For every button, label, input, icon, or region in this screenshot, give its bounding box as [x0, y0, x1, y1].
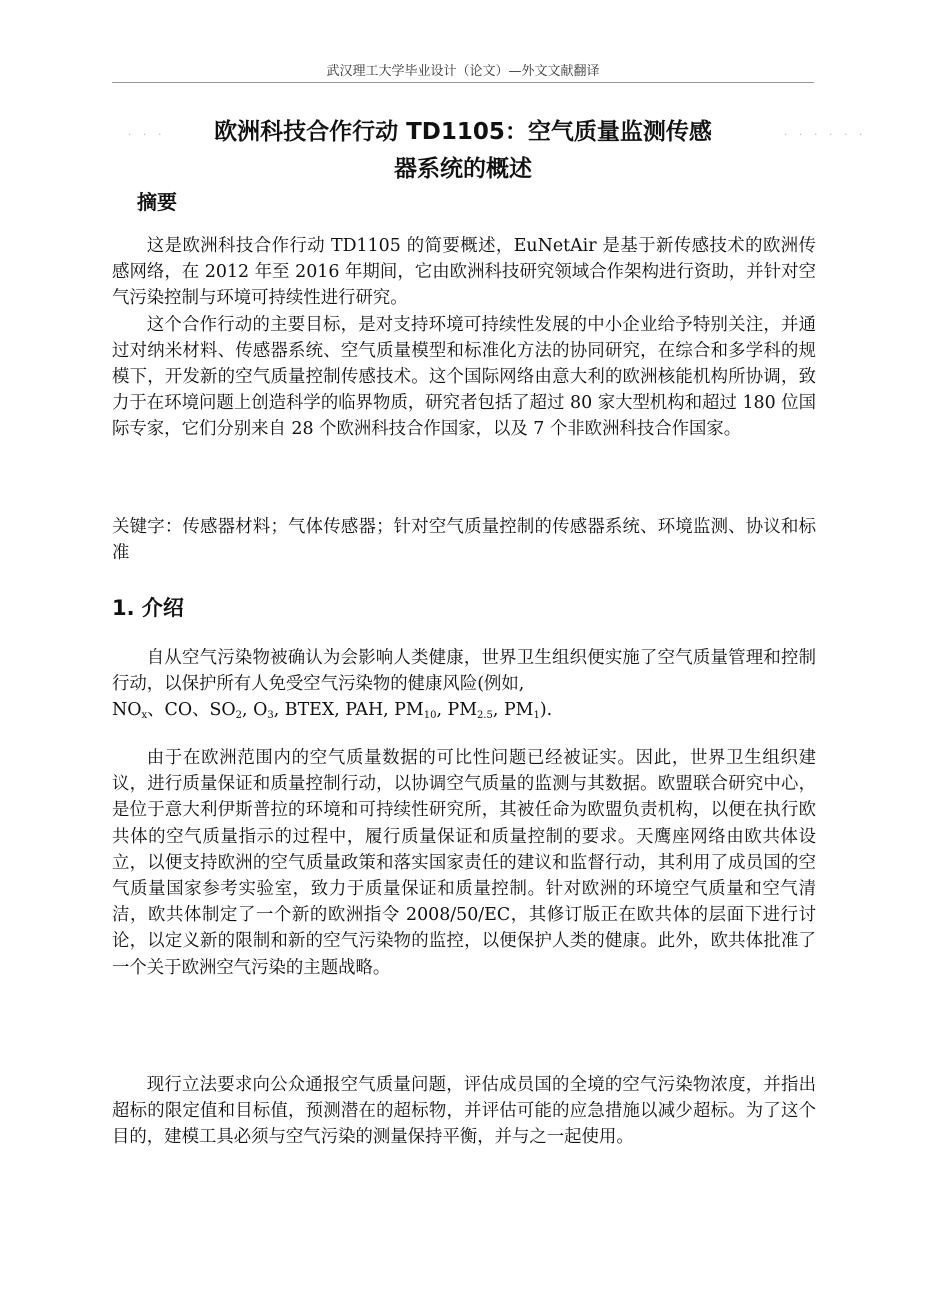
intro-paragraph-2-text: 由于在欧洲范围内的空气质量数据的可比性问题已经被证实。因此，世界卫生组织建议，进行质量保证和质量控制行动，以协调空气质量的监测与其数据。欧盟联合研究中心，是位于意大利伊斯普拉的环境和可持续性研究所，其被任命为欧盟负责机构，以便在执行欧共体的空气质量指示的过程中，履行质量保证和质量控制的要求。天鹰座网络由欧共体设立，以便支持欧洲的空气质量政策和落实国家责任的建议和监督行动，其利用了成员国的空气质量国家参考实验室，致力于质量保证和质量控制。针对欧洲的环境空气质量和空气清洁，欧共体制定了一个新的欧洲指令 2008/50/EC，其修订版正在欧共体的层面下进行讨论，以定义新的限制和新的空气污染物的监控，以便保护人类的健康。此外，欧共体批准了一个关于欧洲空气污染的主题战略。 — [112, 748, 816, 978]
intro-paragraph-1-text — [112, 645, 816, 724]
intro-paragraph-2 — [112, 745, 816, 981]
abstract-body — [112, 233, 816, 443]
keywords — [112, 514, 816, 566]
intro-paragraph-3 — [112, 1072, 816, 1151]
title-line-2: 器系统的概述 — [394, 156, 532, 182]
title-dots-left: · · · — [128, 128, 166, 141]
abstract-paragraph-1: 这是欧洲科技合作行动 TD1105 的简要概述，EuNetAir 是基于新传感技术的欧洲传感网络，在 2012 年至 2016 年期间，它由欧洲科技研究领域合作架构进行资助，并针对空气污染控制与环境可持续性进行研究。 — [112, 236, 816, 309]
keywords-text: 关键字：传感器材料；气体传感器；针对空气质量控制的传感器系统、环境监测、协议和标准 — [112, 517, 816, 564]
intro-paragraph-1 — [112, 645, 816, 724]
title-line-1: 欧洲科技合作行动 TD1105：空气质量监测传感 — [214, 119, 712, 145]
abstract-paragraph-2: 这个合作行动的主要目标，是对支持环境可持续性发展的中小企业给予特别关注，并通过对纳米材料、传感器系统、空气质量模型和标准化方法的协同研究，在综合和多学科的规模下，开发新的空气质量控制传感技术。这个国际网络由意大利的欧洲核能机构所协调，致力于在环境问题上创造科学的临界物质，研究者包括了超过 80 家大型机构和超过 180 位国际专家，它们分别来自 28 个欧洲科技合作国家，以及 7 个非欧洲科技合作国家。 — [112, 314, 816, 440]
abstract-heading: 摘要 — [137, 190, 177, 214]
intro-paragraph-3-text: 现行立法要求向公众通报空气质量问题，评估成员国的全境的空气污染物浓度，并指出超标的限定值和目标值，预测潜在的超标物，并评估可能的应急措施以减少超标。为了这个目的，建模工具必须与空气污染的测量保持平衡，并与之一起使用。 — [112, 1075, 816, 1148]
page-header: 武汉理工大学毕业设计（论文）—外文文献翻译 — [326, 64, 600, 79]
intro-p1-text: 自从空气污染物被确认为会影响人类健康，世界卫生组织便实施了空气质量管理和控制行动，以保护所有人免受空气污染物的健康风险(例如, — [112, 648, 816, 695]
header-rule — [112, 82, 814, 83]
title-dots-right: · · · · · · — [784, 128, 867, 141]
section-heading-introduction: 1. 介绍 — [112, 596, 184, 620]
pollutant-list: $NO_x$、CO、$SO_2$, $O_3$, BTEX, PAH, $PM_{10}$, $PM_{2.5}$, $PM_1$). — [112, 700, 553, 722]
document-title — [120, 114, 806, 188]
